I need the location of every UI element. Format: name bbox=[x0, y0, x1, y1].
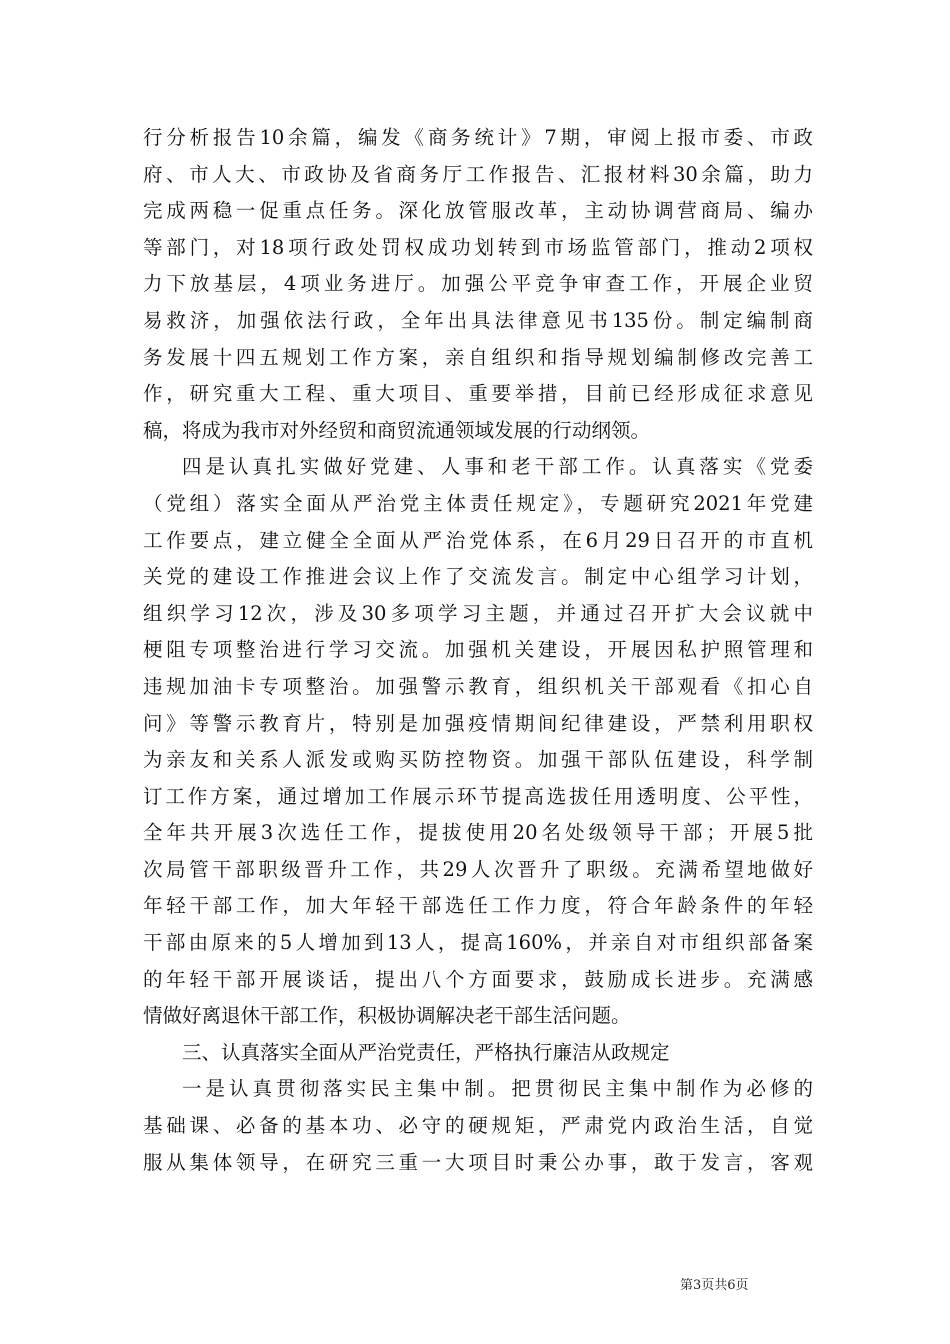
text-line: 问》等警示教育片，特别是加强疫情期间纪律建设，严禁利用职权 bbox=[143, 711, 813, 735]
text-line: 易救济，加强依法行政，全年出具法律意见书135份。制定编制商 bbox=[143, 308, 813, 332]
document-body bbox=[143, 120, 813, 1181]
text-line: 作，研究重大工程、重大项目、重要举措，目前已经形成征求意见 bbox=[143, 382, 813, 406]
text-line: 基础课、必备的基本功、必守的硬规矩，严肃党内政治生活，自觉 bbox=[143, 1114, 813, 1138]
text-line: 完成两稳一促重点任务。深化放管服改革，主动协调营商局、编办 bbox=[143, 199, 813, 223]
text-line: 务发展十四五规划工作方案，亲自组织和指导规划编制修改完善工 bbox=[143, 345, 813, 369]
text-line: 次局管干部职级晋升工作，共29人次晋升了职级。充满希望地做好 bbox=[143, 857, 813, 881]
text-line: 梗阻专项整治进行学习交流。加强机关建设，开展因私护照管理和 bbox=[143, 638, 813, 662]
text-line: 组织学习12次，涉及30多项学习主题，并通过召开扩大会议就中 bbox=[143, 601, 813, 625]
paragraph-start-line: 一是认真贯彻落实民主集中制。把贯彻民主集中制作为必修的 bbox=[182, 1077, 813, 1101]
paragraph-start-line: 四是认真扎实做好党建、人事和老干部工作。认真落实《党委 bbox=[182, 455, 813, 479]
text-line: 的年轻干部开展谈话，提出八个方面要求，鼓励成长进步。充满感 bbox=[143, 967, 813, 991]
text-line: 关党的建设工作推进会议上作了交流发言。制定中心组学习计划， bbox=[143, 565, 813, 589]
text-line: 工作要点，建立健全全面从严治党体系，在6月29日召开的市直机 bbox=[143, 528, 813, 552]
page-number-footer: 第3页共6页 bbox=[680, 1278, 749, 1293]
text-line: 为亲友和关系人派发或购买防控物资。加强干部队伍建设，科学制 bbox=[143, 748, 813, 772]
text-line: 情做好离退休干部工作，积极协调解决老干部生活问题。 bbox=[143, 1004, 631, 1028]
text-line: 年轻干部工作，加大年轻干部选任工作力度，符合年龄条件的年轻 bbox=[143, 894, 813, 918]
section-heading: 三、认真落实全面从严治党责任，严格执行廉洁从政规定 bbox=[182, 1040, 670, 1064]
text-line: （党组）落实全面从严治党主体责任规定》，专题研究2021年党建 bbox=[143, 491, 813, 515]
text-line: 力下放基层，4项业务进厅。加强公平竞争审查工作，开展企业贸 bbox=[143, 272, 813, 296]
text-line: 服从集体领导，在研究三重一大项目时秉公办事，敢于发言，客观 bbox=[143, 1150, 813, 1174]
text-line: 订工作方案，通过增加工作展示环节提高选拔任用透明度、公平性， bbox=[143, 784, 813, 808]
text-line: 全年共开展3次选任工作，提拔使用20名处级领导干部；开展5批 bbox=[143, 821, 813, 845]
text-line: 干部由原来的5人增加到13人，提高160%，并亲自对市组织部备案 bbox=[143, 931, 813, 955]
text-line: 稿，将成为我市对外经贸和商贸流通领域发展的行动纲领。 bbox=[143, 418, 651, 442]
text-line: 等部门，对18项行政处罚权成功划转到市场监管部门，推动2项权 bbox=[143, 235, 813, 259]
text-line: 府、市人大、市政协及省商务厅工作报告、汇报材料30余篇，助力 bbox=[143, 162, 813, 186]
text-line: 违规加油卡专项整治。加强警示教育，组织机关干部观看《扣心自 bbox=[143, 674, 813, 698]
text-line: 行分析报告10余篇，编发《商务统计》7期，审阅上报市委、市政 bbox=[143, 126, 813, 149]
